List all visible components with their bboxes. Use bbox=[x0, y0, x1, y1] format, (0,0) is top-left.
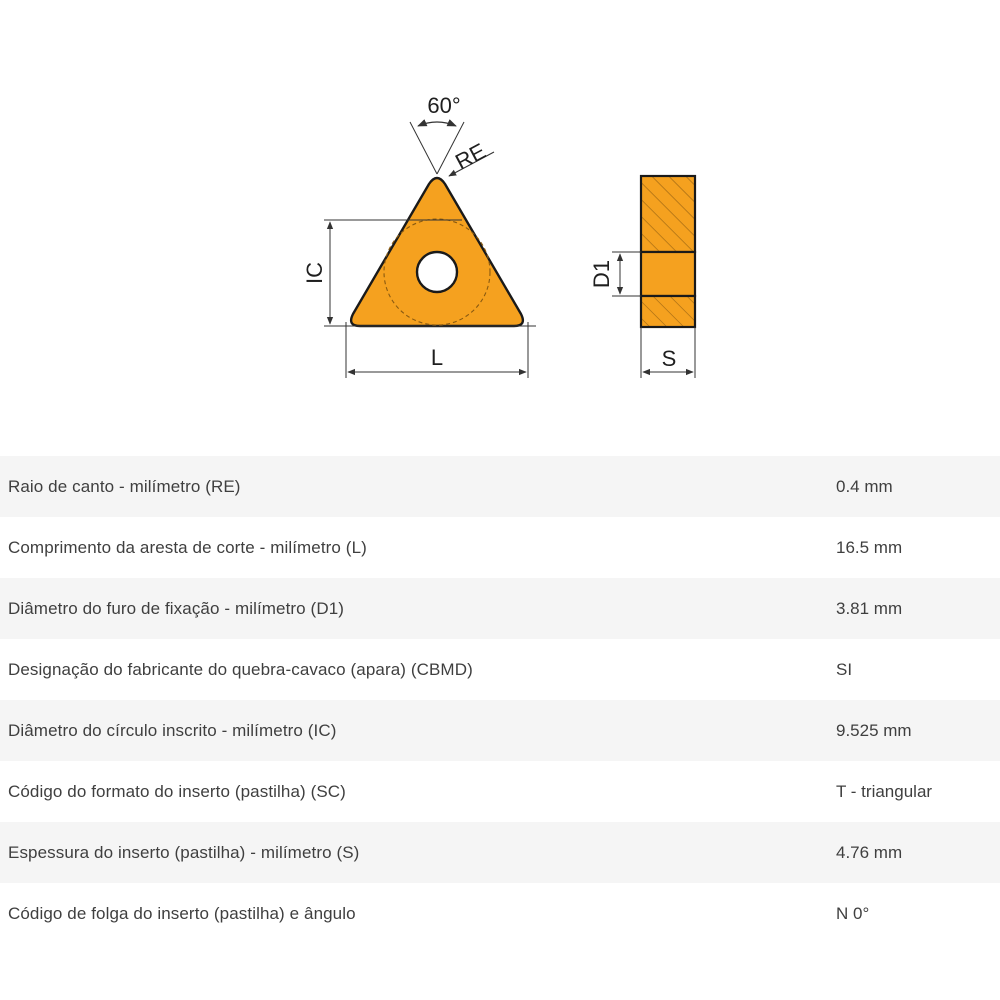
insert-side-section-view bbox=[641, 176, 695, 327]
spec-value: N 0° bbox=[836, 903, 870, 923]
fixing-hole bbox=[417, 252, 457, 292]
inscribed-circle-label: IC bbox=[302, 262, 327, 284]
spec-row-shape-code bbox=[0, 761, 1000, 822]
spec-value: SI bbox=[836, 659, 853, 679]
specification-table bbox=[0, 456, 1000, 944]
triangle-insert-view bbox=[351, 178, 523, 326]
spec-label: Diâmetro do furo de fixação - milímetro (D1) bbox=[8, 598, 345, 618]
angle-label: 60° bbox=[427, 93, 461, 118]
spec-label: Designação do fabricante do quebra-cavaco (apara) (CBMD) bbox=[8, 659, 473, 679]
section-hole bbox=[641, 252, 695, 296]
section-upper-hatched bbox=[641, 176, 695, 252]
spec-row-inscribed-circle bbox=[0, 700, 1000, 761]
spec-value: 9.525 mm bbox=[836, 720, 912, 740]
spec-row-clearance-code bbox=[0, 883, 1000, 944]
spec-value: 4.76 mm bbox=[836, 842, 903, 862]
spec-label: Espessura do inserto (pastilha) - milímetro (S) bbox=[8, 842, 360, 862]
spec-value: 16.5 mm bbox=[836, 537, 903, 557]
spec-row-corner-radius bbox=[0, 456, 1000, 517]
spec-value: 0.4 mm bbox=[836, 476, 893, 496]
spec-row-edge-length bbox=[0, 517, 1000, 578]
thickness-label: S bbox=[661, 346, 677, 371]
spec-row-chipbreaker bbox=[0, 639, 1000, 700]
spec-label: Código de folga do inserto (pastilha) e ângulo bbox=[8, 903, 356, 923]
spec-label: Comprimento da aresta de corte - milímetro (L) bbox=[8, 537, 367, 557]
spec-row-hole-diameter bbox=[0, 578, 1000, 639]
spec-value: 3.81 mm bbox=[836, 598, 903, 618]
spec-value: T - triangular bbox=[836, 781, 933, 801]
spec-label: Raio de canto - milímetro (RE) bbox=[8, 476, 241, 496]
corner-radius-dimension bbox=[449, 138, 494, 176]
hole-diameter-label: D1 bbox=[589, 259, 614, 289]
thickness-dimension bbox=[641, 327, 695, 378]
insert-drawing-svg bbox=[0, 0, 1000, 430]
hole-diameter-dimension bbox=[589, 252, 641, 296]
section-lower-hatched bbox=[641, 296, 695, 327]
corner-radius-label: RE bbox=[451, 138, 490, 175]
spec-label: Diâmetro do círculo inscrito - milímetro (IC) bbox=[8, 720, 337, 740]
edge-length-label: L bbox=[430, 345, 444, 370]
insert-technical-drawing bbox=[0, 0, 1000, 430]
spec-row-thickness bbox=[0, 822, 1000, 883]
spec-label: Código do formato do inserto (pastilha) (SC) bbox=[8, 781, 346, 801]
edge-length-dimension bbox=[338, 322, 536, 378]
